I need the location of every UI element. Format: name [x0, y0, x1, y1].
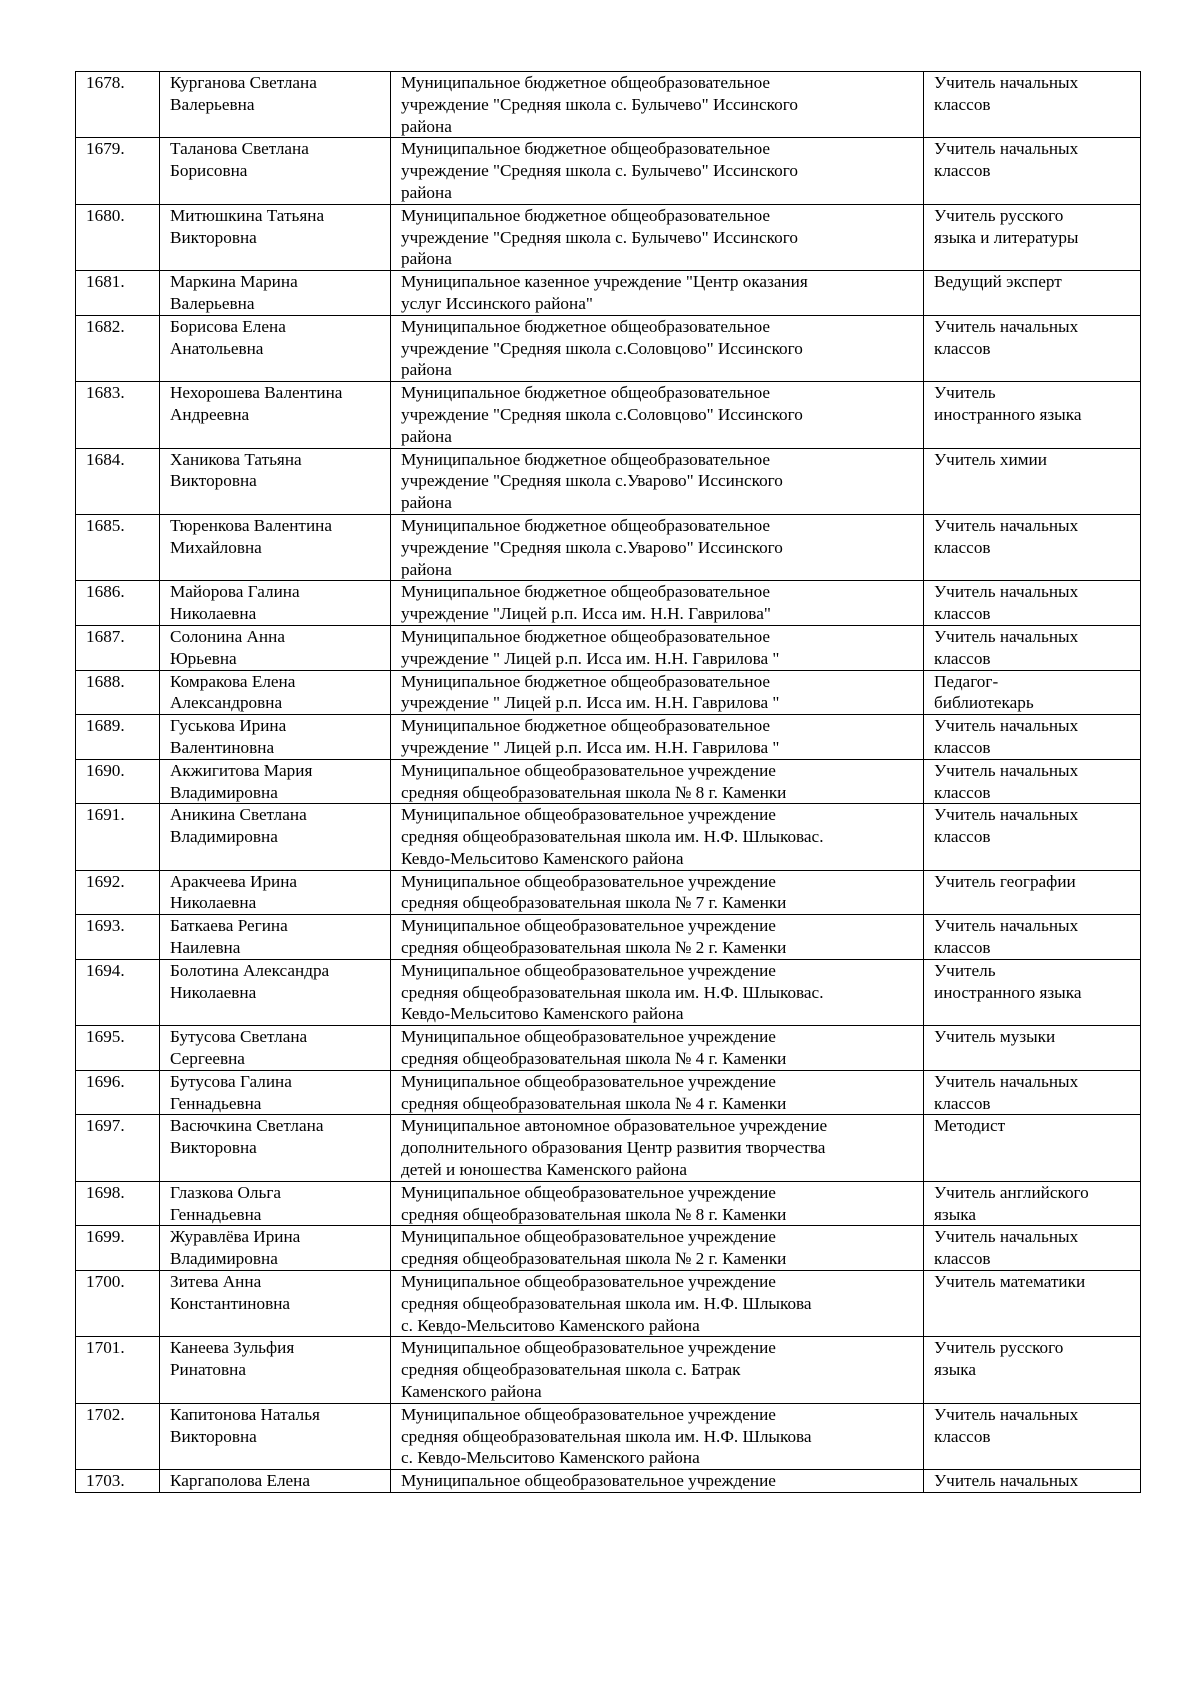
- row-number-cell: 1692.: [76, 870, 160, 915]
- row-number-cell: 1703.: [76, 1470, 160, 1493]
- organization-cell: Муниципальное бюджетное общеобразовательное учреждение " Лицей р.п. Исса им. Н.Н. Гаврилова ": [391, 670, 924, 715]
- table-row: [76, 514, 1141, 580]
- person-name-cell: Капитонова Наталья Викторовна: [160, 1403, 391, 1469]
- table-row: [76, 204, 1141, 270]
- organization-cell: Муниципальное общеобразовательное учреждение средняя общеобразовательная школа с. Батрак Каменского района: [391, 1337, 924, 1403]
- organization-cell: Муниципальное общеобразовательное учреждение средняя общеобразовательная школа № 8 г. Каменки: [391, 759, 924, 804]
- organization-cell: Муниципальное общеобразовательное учреждение средняя общеобразовательная школа № 4 г. Каменки: [391, 1026, 924, 1071]
- position-cell: Учитель русского языка и литературы: [924, 204, 1141, 270]
- position-cell: Методист: [924, 1115, 1141, 1181]
- organization-cell: Муниципальное бюджетное общеобразовательное учреждение "Средняя школа с.Уварово" Иссинского района: [391, 514, 924, 580]
- position-cell: Учитель математики: [924, 1271, 1141, 1337]
- table-row: [76, 448, 1141, 514]
- person-name-cell: Борисова Елена Анатольевна: [160, 315, 391, 381]
- row-number-cell: 1679.: [76, 138, 160, 204]
- person-name-cell: Маркина Марина Валерьевна: [160, 271, 391, 316]
- position-cell: Учитель начальных классов: [924, 1070, 1141, 1115]
- table-row: [76, 915, 1141, 960]
- organization-cell: Муниципальное бюджетное общеобразовательное учреждение "Средняя школа с.Соловцово" Иссинского района: [391, 382, 924, 448]
- table-row: [76, 1403, 1141, 1469]
- row-number-cell: 1685.: [76, 514, 160, 580]
- organization-cell: Муниципальное бюджетное общеобразовательное учреждение "Средняя школа с. Булычево" Иссинского района: [391, 72, 924, 138]
- organization-cell: Муниципальное общеобразовательное учреждение средняя общеобразовательная школа им. Н.Ф. Шлыковас. Кевдо-Мельситово Каменского района: [391, 959, 924, 1025]
- row-number-cell: 1684.: [76, 448, 160, 514]
- table-row: [76, 1026, 1141, 1071]
- position-cell: Учитель иностранного языка: [924, 959, 1141, 1025]
- person-name-cell: Зитева Анна Константиновна: [160, 1271, 391, 1337]
- position-cell: Учитель начальных классов: [924, 72, 1141, 138]
- row-number-cell: 1683.: [76, 382, 160, 448]
- person-name-cell: Аникина Светлана Владимировна: [160, 804, 391, 870]
- table-row: [76, 1271, 1141, 1337]
- person-name-cell: Комракова Елена Александровна: [160, 670, 391, 715]
- table-row: [76, 1470, 1141, 1493]
- organization-cell: Муниципальное бюджетное общеобразовательное учреждение "Средняя школа с.Уварово" Иссинского района: [391, 448, 924, 514]
- row-number-cell: 1702.: [76, 1403, 160, 1469]
- position-cell: Учитель начальных классов: [924, 315, 1141, 381]
- row-number-cell: 1700.: [76, 1271, 160, 1337]
- person-name-cell: Баткаева Регина Наилевна: [160, 915, 391, 960]
- organization-cell: Муниципальное общеобразовательное учреждение: [391, 1470, 924, 1493]
- organization-cell: Муниципальное бюджетное общеобразовательное учреждение " Лицей р.п. Исса им. Н.Н. Гаврилова ": [391, 715, 924, 760]
- table-row: [76, 759, 1141, 804]
- person-name-cell: Канеева Зульфия Ринатовна: [160, 1337, 391, 1403]
- position-cell: Учитель русского языка: [924, 1337, 1141, 1403]
- table-row: [76, 1337, 1141, 1403]
- person-name-cell: Таланова Светлана Борисовна: [160, 138, 391, 204]
- person-name-cell: Майорова Галина Николаевна: [160, 581, 391, 626]
- position-cell: Учитель музыки: [924, 1026, 1141, 1071]
- position-cell: Учитель начальных классов: [924, 138, 1141, 204]
- table-row: [76, 870, 1141, 915]
- position-cell: Учитель начальных классов: [924, 1403, 1141, 1469]
- position-cell: Ведущий эксперт: [924, 271, 1141, 316]
- table-row: [76, 271, 1141, 316]
- position-cell: Учитель английского языка: [924, 1181, 1141, 1226]
- organization-cell: Муниципальное бюджетное общеобразовательное учреждение "Лицей р.п. Исса им. Н.Н. Гаврилова": [391, 581, 924, 626]
- table-row: [76, 382, 1141, 448]
- row-number-cell: 1701.: [76, 1337, 160, 1403]
- table-row: [76, 1070, 1141, 1115]
- teachers-table: [75, 71, 1141, 1493]
- organization-cell: Муниципальное общеобразовательное учреждение средняя общеобразовательная школа им. Н.Ф. Шлыкова с. Кевдо-Мельситово Каменского района: [391, 1271, 924, 1337]
- organization-cell: Муниципальное бюджетное общеобразовательное учреждение " Лицей р.п. Исса им. Н.Н. Гаврилова ": [391, 625, 924, 670]
- table-body: [76, 72, 1141, 1493]
- organization-cell: Муниципальное общеобразовательное учреждение средняя общеобразовательная школа № 8 г. Каменки: [391, 1181, 924, 1226]
- row-number-cell: 1680.: [76, 204, 160, 270]
- table-row: [76, 715, 1141, 760]
- position-cell: Учитель начальных классов: [924, 1226, 1141, 1271]
- person-name-cell: Ханикова Татьяна Викторовна: [160, 448, 391, 514]
- table-row: [76, 625, 1141, 670]
- organization-cell: Муниципальное общеобразовательное учреждение средняя общеобразовательная школа № 4 г. Каменки: [391, 1070, 924, 1115]
- row-number-cell: 1698.: [76, 1181, 160, 1226]
- organization-cell: Муниципальное общеобразовательное учреждение средняя общеобразовательная школа им. Н.Ф. Шлыковас. Кевдо-Мельситово Каменского района: [391, 804, 924, 870]
- position-cell: Учитель начальных: [924, 1470, 1141, 1493]
- position-cell: Учитель географии: [924, 870, 1141, 915]
- position-cell: Учитель иностранного языка: [924, 382, 1141, 448]
- table-row: [76, 1115, 1141, 1181]
- person-name-cell: Каргаполова Елена: [160, 1470, 391, 1493]
- organization-cell: Муниципальное бюджетное общеобразовательное учреждение "Средняя школа с. Булычево" Иссинского района: [391, 138, 924, 204]
- row-number-cell: 1688.: [76, 670, 160, 715]
- person-name-cell: Солонина Анна Юрьевна: [160, 625, 391, 670]
- organization-cell: Муниципальное автономное образовательное учреждение дополнительного образования Центр развития творчества детей и юношества Каменского района: [391, 1115, 924, 1181]
- person-name-cell: Тюренкова Валентина Михайловна: [160, 514, 391, 580]
- position-cell: Учитель химии: [924, 448, 1141, 514]
- position-cell: Учитель начальных классов: [924, 581, 1141, 626]
- row-number-cell: 1696.: [76, 1070, 160, 1115]
- organization-cell: Муниципальное общеобразовательное учреждение средняя общеобразовательная школа № 7 г. Каменки: [391, 870, 924, 915]
- row-number-cell: 1690.: [76, 759, 160, 804]
- row-number-cell: 1681.: [76, 271, 160, 316]
- row-number-cell: 1699.: [76, 1226, 160, 1271]
- row-number-cell: 1686.: [76, 581, 160, 626]
- person-name-cell: Аракчеева Ирина Николаевна: [160, 870, 391, 915]
- position-cell: Учитель начальных классов: [924, 915, 1141, 960]
- table-row: [76, 138, 1141, 204]
- position-cell: Учитель начальных классов: [924, 625, 1141, 670]
- table-row: [76, 1181, 1141, 1226]
- row-number-cell: 1689.: [76, 715, 160, 760]
- row-number-cell: 1693.: [76, 915, 160, 960]
- organization-cell: Муниципальное общеобразовательное учреждение средняя общеобразовательная школа им. Н.Ф. Шлыкова с. Кевдо-Мельситово Каменского района: [391, 1403, 924, 1469]
- position-cell: Педагог- библиотекарь: [924, 670, 1141, 715]
- person-name-cell: Бутусова Галина Геннадьевна: [160, 1070, 391, 1115]
- person-name-cell: Журавлёва Ирина Владимировна: [160, 1226, 391, 1271]
- table-row: [76, 804, 1141, 870]
- organization-cell: Муниципальное общеобразовательное учреждение средняя общеобразовательная школа № 2 г. Каменки: [391, 1226, 924, 1271]
- row-number-cell: 1691.: [76, 804, 160, 870]
- organization-cell: Муниципальное общеобразовательное учреждение средняя общеобразовательная школа № 2 г. Каменки: [391, 915, 924, 960]
- row-number-cell: 1682.: [76, 315, 160, 381]
- table-row: [76, 581, 1141, 626]
- person-name-cell: Митюшкина Татьяна Викторовна: [160, 204, 391, 270]
- row-number-cell: 1678.: [76, 72, 160, 138]
- row-number-cell: 1687.: [76, 625, 160, 670]
- document-page: [75, 71, 1140, 1493]
- organization-cell: Муниципальное бюджетное общеобразовательное учреждение "Средняя школа с.Соловцово" Иссинского района: [391, 315, 924, 381]
- table-row: [76, 72, 1141, 138]
- person-name-cell: Акжигитова Мария Владимировна: [160, 759, 391, 804]
- organization-cell: Муниципальное казенное учреждение "Центр оказания услуг Иссинского района": [391, 271, 924, 316]
- person-name-cell: Глазкова Ольга Геннадьевна: [160, 1181, 391, 1226]
- person-name-cell: Нехорошева Валентина Андреевна: [160, 382, 391, 448]
- row-number-cell: 1694.: [76, 959, 160, 1025]
- table-row: [76, 315, 1141, 381]
- organization-cell: Муниципальное бюджетное общеобразовательное учреждение "Средняя школа с. Булычево" Иссинского района: [391, 204, 924, 270]
- person-name-cell: Бутусова Светлана Сергеевна: [160, 1026, 391, 1071]
- person-name-cell: Васючкина Светлана Викторовна: [160, 1115, 391, 1181]
- position-cell: Учитель начальных классов: [924, 715, 1141, 760]
- table-row: [76, 670, 1141, 715]
- row-number-cell: 1697.: [76, 1115, 160, 1181]
- position-cell: Учитель начальных классов: [924, 514, 1141, 580]
- person-name-cell: Курганова Светлана Валерьевна: [160, 72, 391, 138]
- row-number-cell: 1695.: [76, 1026, 160, 1071]
- person-name-cell: Болотина Александра Николаевна: [160, 959, 391, 1025]
- table-row: [76, 959, 1141, 1025]
- position-cell: Учитель начальных классов: [924, 759, 1141, 804]
- person-name-cell: Гуськова Ирина Валентиновна: [160, 715, 391, 760]
- position-cell: Учитель начальных классов: [924, 804, 1141, 870]
- table-row: [76, 1226, 1141, 1271]
